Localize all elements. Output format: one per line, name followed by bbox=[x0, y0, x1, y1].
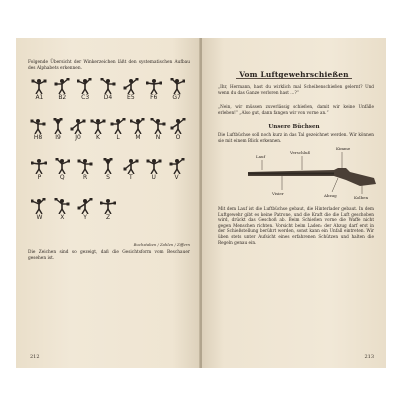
page-number-left: 212 bbox=[30, 354, 40, 360]
chart-caption: Buchstaben / Zahlen / Ziffern bbox=[133, 242, 190, 247]
semaphore-letter: S bbox=[106, 174, 110, 181]
semaphore-letter: E5 bbox=[127, 94, 135, 101]
rifle-diagram bbox=[242, 142, 380, 204]
left-page bbox=[16, 38, 200, 368]
page-number-right: 213 bbox=[364, 354, 374, 360]
semaphore-figure bbox=[54, 78, 70, 108]
semaphore-letter: O bbox=[175, 134, 181, 141]
semaphore-figure bbox=[77, 78, 93, 108]
semaphore-figure bbox=[100, 158, 116, 188]
semaphore-figure bbox=[169, 78, 185, 108]
semaphore-figure bbox=[30, 118, 46, 148]
outro-text: Die Zeichen sind so gezeigt, daß die Gesichtsform vom Beschauer gesehen ist. bbox=[28, 250, 190, 261]
semaphore-letter: H8 bbox=[33, 134, 43, 141]
semaphore-figure bbox=[31, 198, 47, 228]
semaphore-letter: P bbox=[37, 174, 42, 181]
semaphore-figure bbox=[123, 158, 139, 188]
semaphore-figure bbox=[100, 198, 116, 228]
semaphore-letter: N bbox=[155, 134, 161, 141]
semaphore-figure bbox=[100, 78, 116, 108]
semaphore-figure bbox=[110, 118, 126, 148]
title-rule bbox=[236, 78, 352, 79]
semaphore-letter: F6 bbox=[150, 94, 158, 101]
page-title: Vom Luftgewehrschießen bbox=[239, 70, 349, 79]
semaphore-letter: Y bbox=[83, 214, 87, 221]
semaphore-letter: T bbox=[129, 174, 133, 181]
semaphore-letter: X bbox=[60, 214, 65, 221]
semaphore-letter: I9 bbox=[55, 134, 61, 141]
paragraph-4: Mit dem Lauf ist die Luftbüchse gebaut, die Hinterlader gebaut. In dem Luftgewehr gibt es keine Patrone, und die Kraft die die Luft geschoben wird, drückt das Geschoß ab. Beim Schießen vorne die Waffe nicht gegen Menschen richten. Vorsicht beim Laden: der Abzug darf erst in der Schießstellung berührt werden, sonst kann ein Unfall eintreten. Wir üben stets unter Aufsicht eines erfahrenen Schützen und halten die Regeln genau ein. bbox=[218, 206, 374, 245]
semaphore-figure bbox=[170, 118, 186, 148]
semaphore-figure bbox=[54, 198, 70, 228]
semaphore-letter: R bbox=[83, 174, 88, 181]
diagram-label-lauf: Lauf bbox=[256, 154, 266, 159]
semaphore-figure bbox=[77, 158, 93, 188]
open-book bbox=[16, 38, 386, 368]
semaphore-row bbox=[28, 158, 188, 198]
paragraph-3: Die Luftbüchse soll noch kurz in das Tal gezeichnet werden. Wir können sie mit einem Blick erkennen. bbox=[218, 132, 374, 143]
semaphore-letter: B2 bbox=[58, 94, 67, 101]
semaphore-row bbox=[28, 198, 188, 238]
semaphore-letter: K bbox=[96, 134, 100, 141]
semaphore-letter: Q bbox=[59, 174, 65, 181]
semaphore-figure bbox=[31, 78, 47, 108]
semaphore-figure bbox=[90, 118, 106, 148]
semaphore-letter: M bbox=[135, 134, 141, 141]
semaphore-figure bbox=[31, 158, 47, 188]
semaphore-figure bbox=[70, 118, 86, 148]
section-subtitle: Unsere Büchsen bbox=[268, 124, 320, 130]
diagram-label-kimme: Kimme bbox=[336, 146, 351, 151]
semaphore-figure bbox=[77, 198, 93, 228]
semaphore-letter: J0 bbox=[75, 134, 81, 141]
semaphore-letter: Z bbox=[105, 214, 111, 221]
semaphore-row bbox=[28, 78, 188, 118]
semaphore-figure bbox=[50, 118, 66, 148]
semaphore-letter: W bbox=[36, 214, 43, 221]
semaphore-chart bbox=[28, 78, 188, 238]
semaphore-letter: A1 bbox=[35, 94, 44, 101]
semaphore-row bbox=[28, 118, 188, 158]
semaphore-figure bbox=[123, 78, 139, 108]
semaphore-letter: V bbox=[174, 174, 179, 181]
semaphore-letter: C3 bbox=[81, 94, 90, 101]
intro-text: Folgende Übersicht der Winkerzeichen läßt den systematischen Aufbau des Alphabets erkennen. bbox=[28, 60, 190, 71]
semaphore-figure bbox=[146, 158, 162, 188]
semaphore-letter: L bbox=[116, 134, 120, 141]
semaphore-figure bbox=[150, 118, 166, 148]
paragraph-2: „Nein, wir müssen zuverlässig schießen, damit wir keine Unfälle erleben!“ „Also gut, dann fangen wir von vorne an.“ bbox=[218, 104, 374, 115]
semaphore-letter: G7 bbox=[172, 94, 181, 101]
diagram-label-visier: Visier bbox=[272, 191, 284, 196]
semaphore-letter: U bbox=[151, 174, 156, 181]
diagram-label-abzug: Abzug bbox=[324, 193, 337, 198]
right-page bbox=[202, 38, 386, 368]
semaphore-figure bbox=[130, 118, 146, 148]
diagram-label-verschluss: Verschluß bbox=[290, 150, 311, 155]
paragraph-1: „Ihr, Hermann, hast du wirklich mal Scheibenschießen gelernt? Und wenn du das Ganze verloren hast …?“ bbox=[218, 84, 374, 95]
semaphore-figure bbox=[169, 158, 185, 188]
semaphore-letter: D4 bbox=[103, 94, 113, 101]
semaphore-figure bbox=[54, 158, 70, 188]
semaphore-figure bbox=[146, 78, 162, 108]
diagram-label-kolben: Kolben bbox=[354, 195, 369, 200]
